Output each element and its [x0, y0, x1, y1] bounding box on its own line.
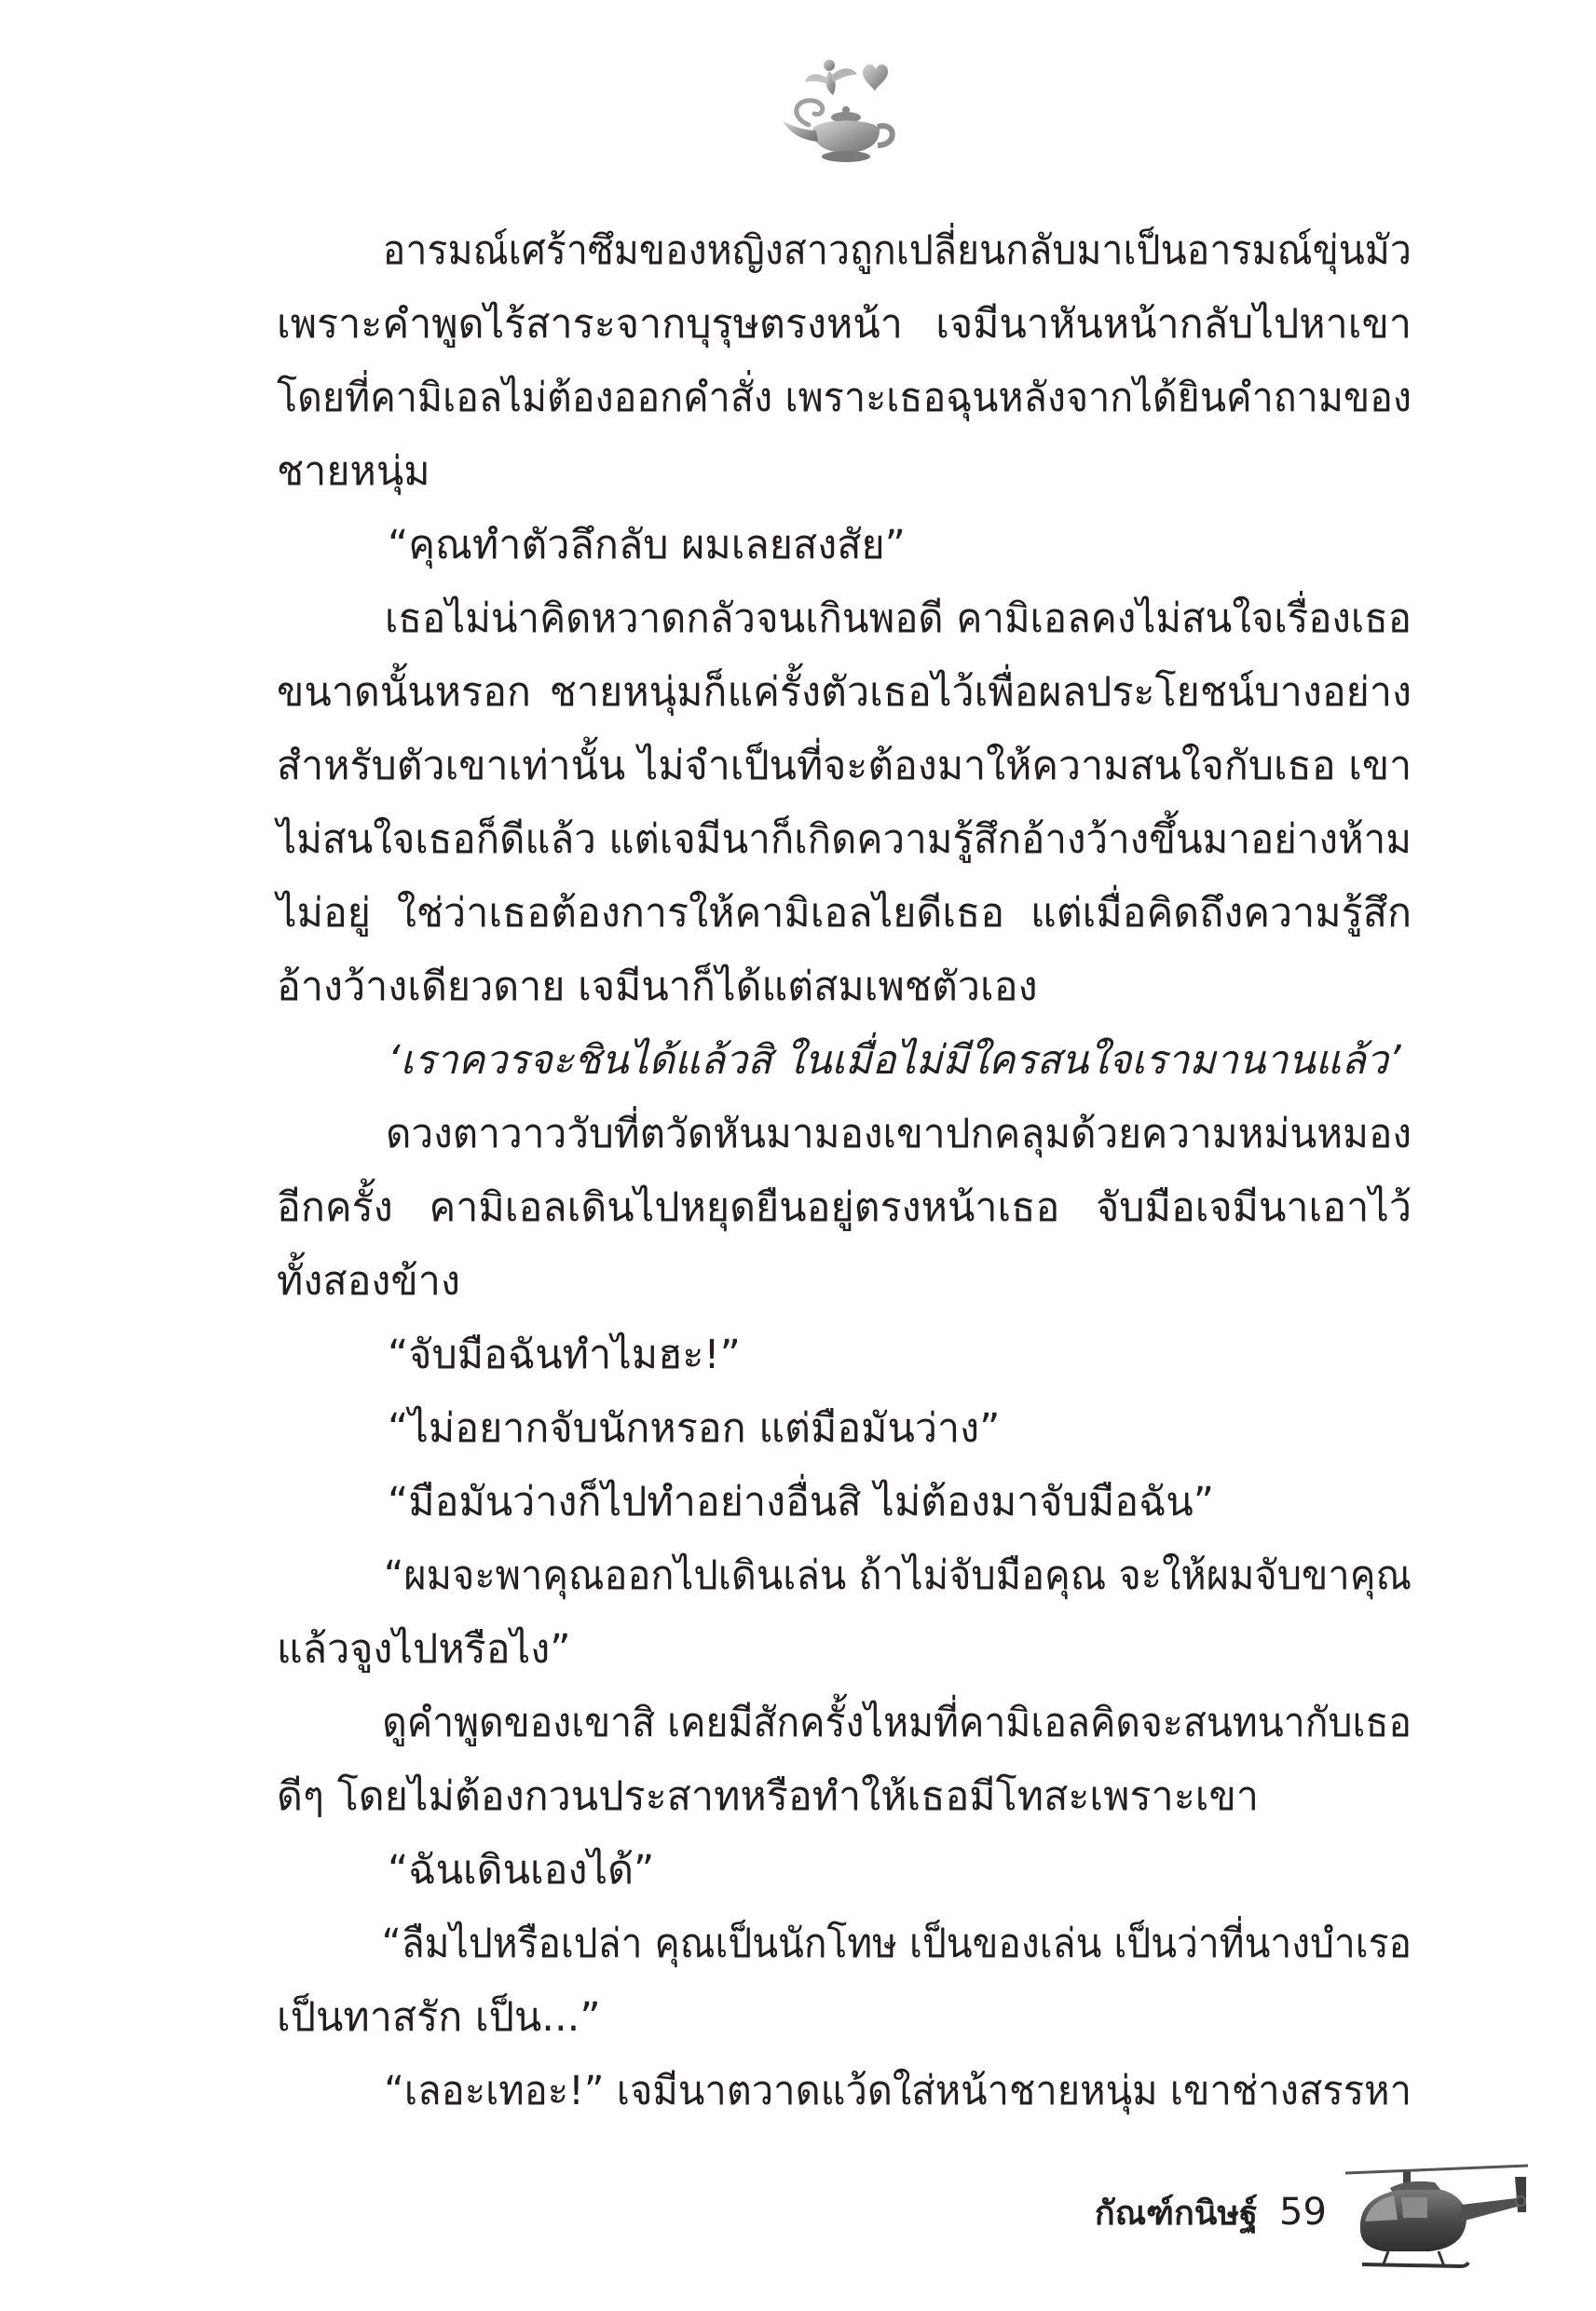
paragraph-line: ไม่อยู่ ใช่ว่าเธอต้องการให้คามิเอลไยดีเธอ แต่เมื่อคิดถึงความรู้สึก [277, 890, 1412, 937]
paragraph-line: อ้างว้างเดียวดาย เจมีนาก็ได้แต่สมเพชตัวเอง [277, 964, 1038, 1010]
helicopter-icon [1342, 2160, 1533, 2279]
teapot-fairy-emblem-icon [771, 52, 900, 168]
page-number: 59 [1279, 2191, 1327, 2234]
inner-thought-paragraph [277, 1024, 1412, 1098]
dialogue-paragraph [277, 1908, 1412, 2055]
paragraph-line: “ฉันเดินเองได้” [388, 1847, 655, 1894]
dialogue-paragraph [277, 2055, 1412, 2128]
paragraph-line: “ไม่อยากจับนักหรอก แต่มือมันว่าง” [388, 1405, 1001, 1452]
paragraph-line: ทั้งสองข้าง [277, 1258, 460, 1305]
paragraph-line: เป็นทาสรัก เป็น...” [277, 1994, 601, 2041]
paragraph-line: “ลืมไปหรือเปล่า คุณเป็นนักโทษ เป็นของเล่น เป็นว่าที่นางบำเรอ [381, 1921, 1412, 1967]
paragraph-line: สำหรับตัวเขาเท่านั้น ไม่จำเป็นที่จะต้องมาให้ความสนใจกับเธอ เขา [277, 743, 1412, 789]
dialogue-paragraph [277, 1466, 1412, 1539]
dialogue-paragraph [277, 1834, 1412, 1908]
paragraph-line: อีกครั้ง คามิเอลเดินไปหยุดยืนอยู่ตรงหน้าเธอ จับมือเจมีนาเอาไว้ [277, 1184, 1412, 1231]
paragraph-line: เพราะคำพูดไร้สาระจากบุรุษตรงหน้า เจมีนาหันหน้ากลับไปหาเขา [277, 301, 1412, 348]
dialogue-paragraph [277, 509, 1412, 582]
narration-paragraph [277, 214, 1412, 509]
paragraph-line: ไม่สนใจเธอก็ดีแล้ว แต่เจมีนาก็เกิดความรู้สึกอ้างว้างขึ้นมาอย่างห้าม [277, 816, 1412, 863]
paragraph-line: ดีๆ โดยไม่ต้องกวนประสาทหรือทำให้เธอมีโทสะเพราะเขา [277, 1773, 1260, 1820]
paragraph-line: ดูคำพูดของเขาสิ เคยมีสักครั้งไหมที่คามิเอลคิดจะสนทนากับเธอ [382, 1700, 1412, 1746]
paragraph-line: “ผมจะพาคุณออกไปเดินเล่น ถ้าไม่จับมือคุณ จะให้ผมจับขาคุณ [383, 1552, 1412, 1599]
paragraph-line: ขนาดนั้นหรอก ชายหนุ่มก็แค่รั้งตัวเธอไว้เพื่อผลประโยชน์บางอย่าง [277, 669, 1412, 716]
paragraph-line: แล้วจูงไปหรือไง” [277, 1626, 571, 1673]
dialogue-paragraph [277, 1319, 1412, 1392]
paragraph-line: ‘เราควรจะชินได้แล้วสิ ในเมื่อไม่มีใครสนใจเรามานานแล้ว’ [388, 1037, 1401, 1084]
body-text [277, 214, 1412, 2128]
dialogue-paragraph [277, 1392, 1412, 1466]
paragraph-line: “มือมันว่างก็ไปทำอย่างอื่นสิ ไม่ต้องมาจับมือฉัน” [388, 1479, 1215, 1525]
paragraph-line: “จับมือฉันทำไมฮะ!” [388, 1332, 741, 1378]
running-footer-title: กัณฑ์กนิษฐ์ [1094, 2195, 1258, 2233]
paragraph-line: “เลอะเทอะ!” เจมีนาตวาดแว้ดใส่หน้าชายหนุ่ม เขาช่างสรรหา [384, 2068, 1412, 2114]
paragraph-line: อารมณ์เศร้าซึมของหญิงสาวถูกเปลี่ยนกลับมาเป็นอารมณ์ขุ่นมัว [382, 227, 1412, 274]
paragraph-line: ดวงตาวาววับที่ตวัดหันมามองเขาปกคลุมด้วยความหม่นหมอง [385, 1111, 1412, 1157]
narration-paragraph [277, 1098, 1412, 1319]
paragraph-line: โดยที่คามิเอลไม่ต้องออกคำสั่ง เพราะเธอฉุนหลังจากได้ยินคำถามของ [277, 375, 1412, 421]
narration-paragraph [277, 582, 1412, 1024]
narration-paragraph [277, 1687, 1412, 1834]
paragraph-line: ชายหนุ่ม [277, 448, 430, 495]
paragraph-line: “คุณทำตัวลึกลับ ผมเลยสงสัย” [388, 522, 906, 568]
paragraph-line: เธอไม่น่าคิดหวาดกลัวจนเกินพอดี คามิเอลคงไม่สนใจเรื่องเธอ [385, 595, 1412, 642]
dialogue-paragraph [277, 1539, 1412, 1687]
